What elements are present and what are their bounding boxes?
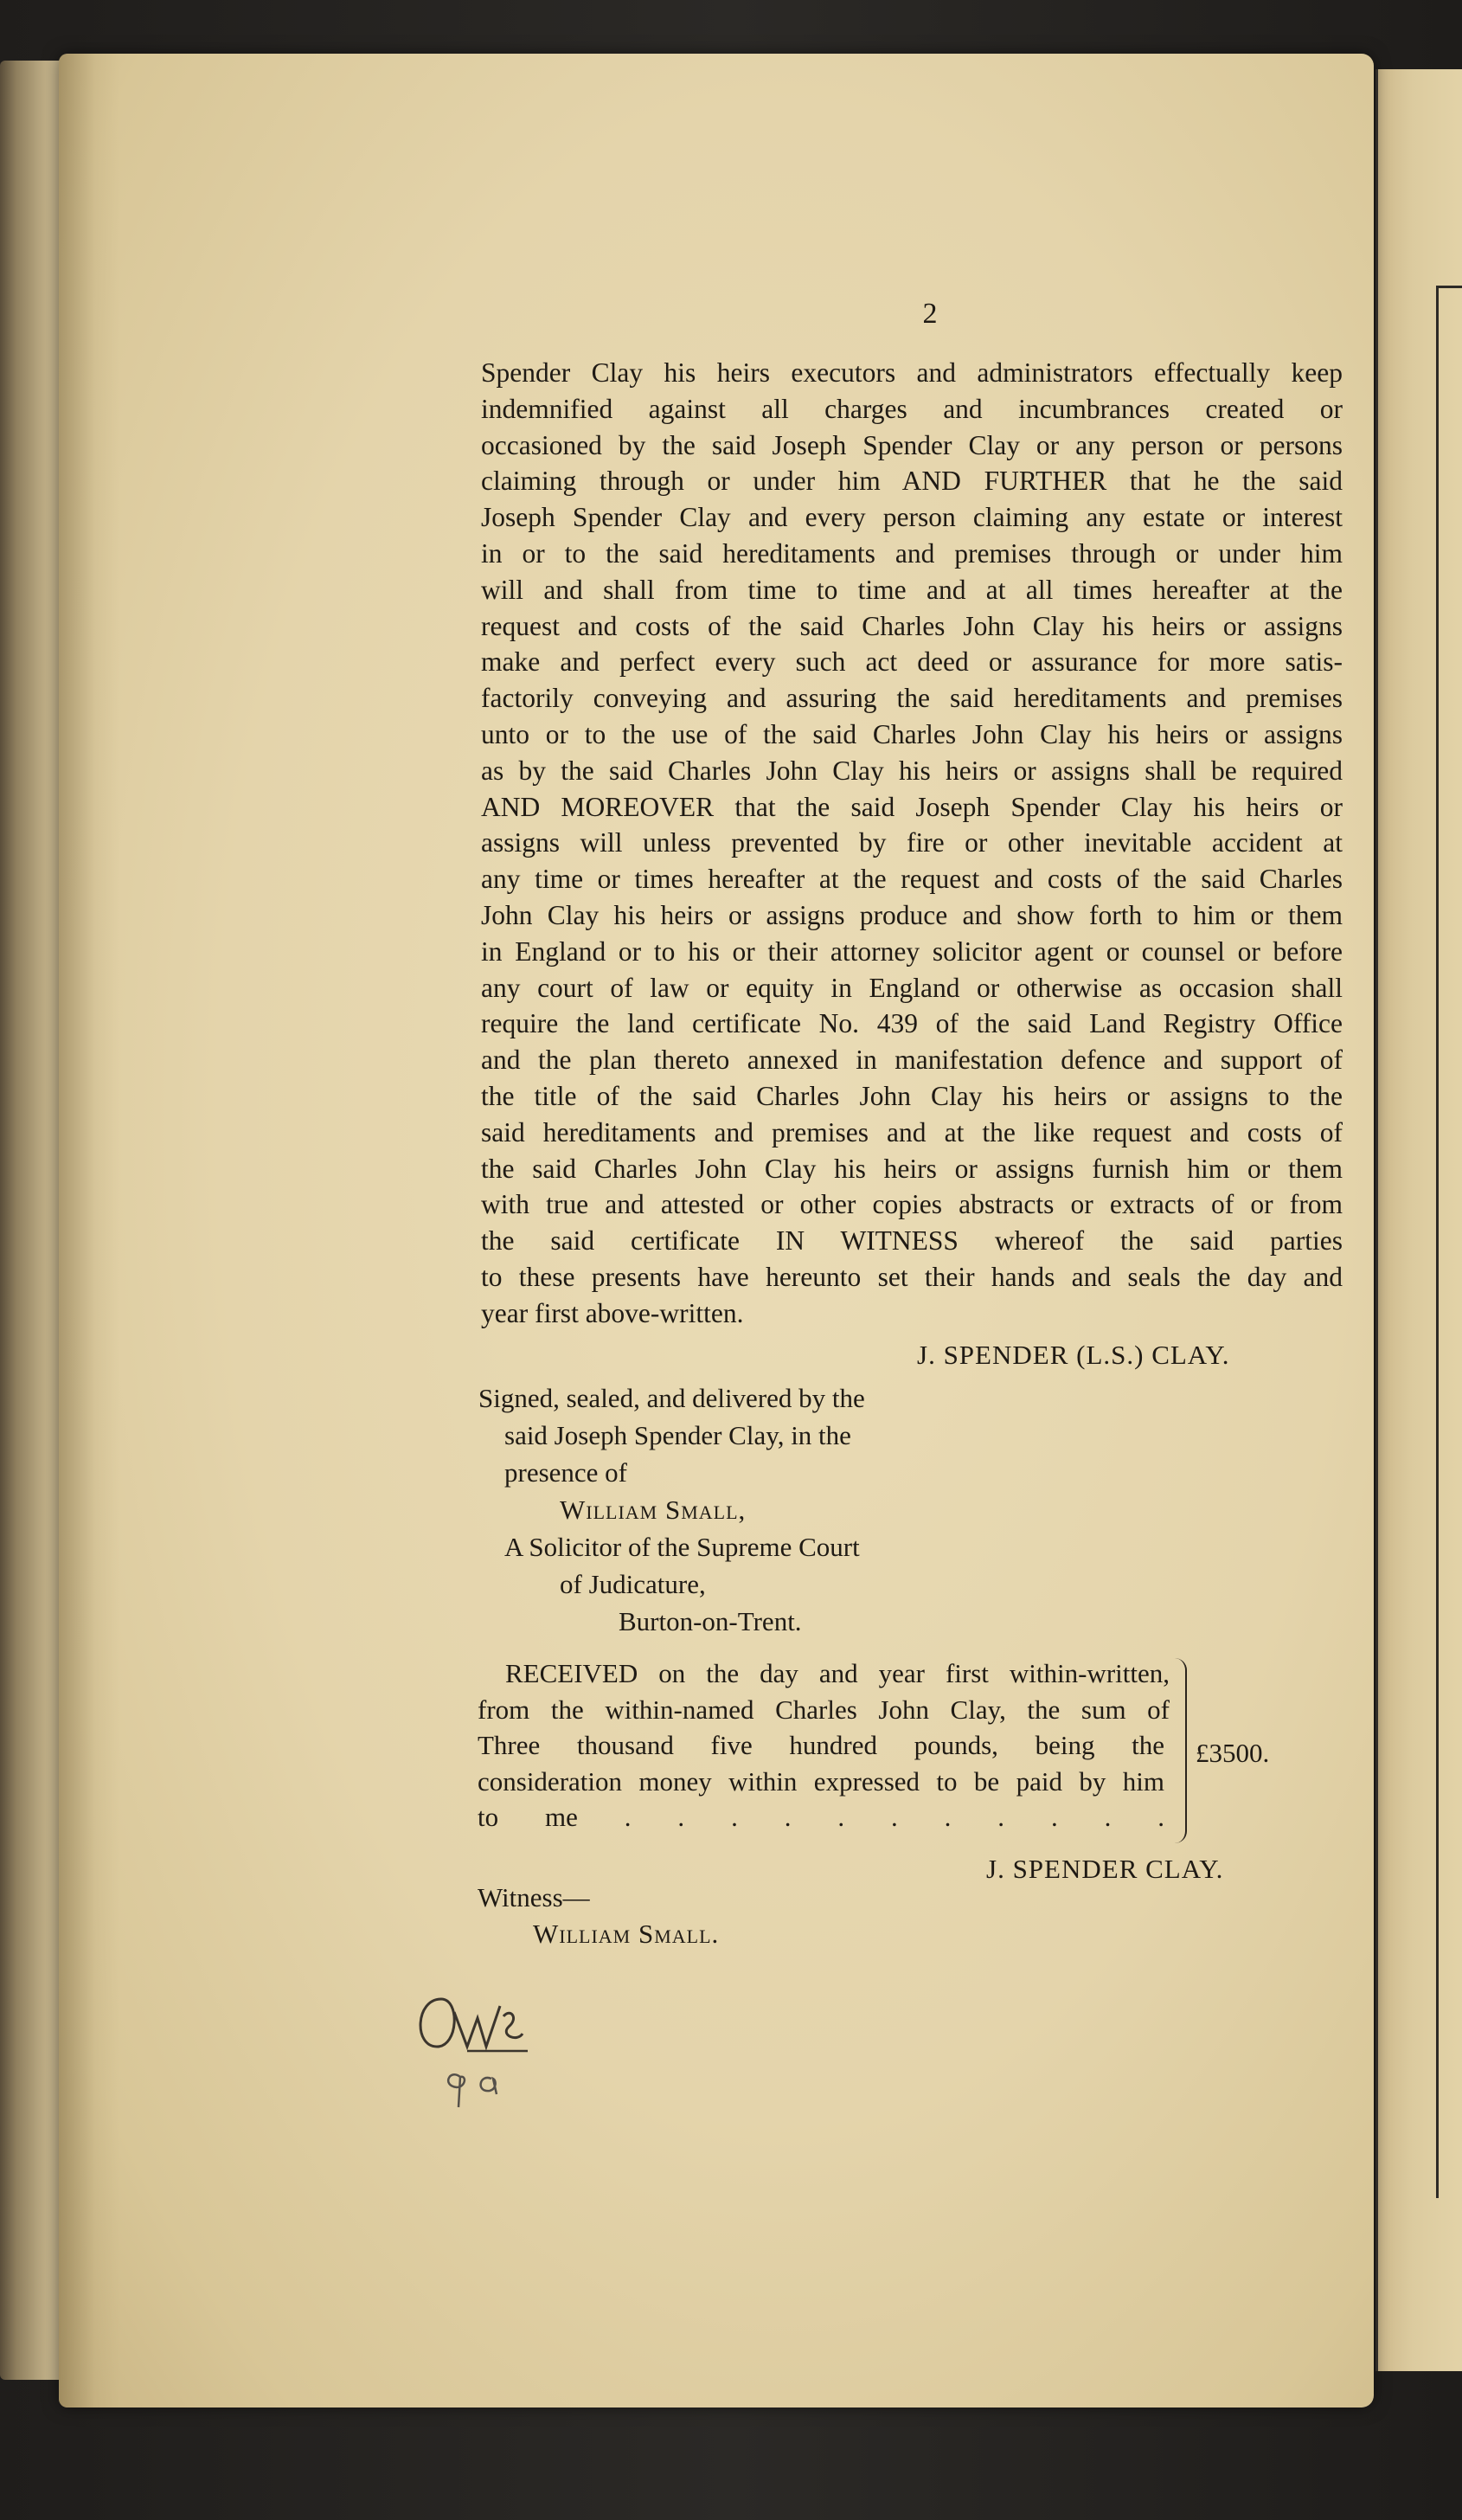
receipt-line-5: to me . . . . . . . . . . . (478, 1802, 1164, 1832)
deed-body-line: said hereditaments and premises and at the like request and costs of (481, 1116, 1343, 1148)
witness-title-1: A Solicitor of the Supreme Court (504, 1532, 860, 1562)
deed-body-line: the said certificate IN WITNESS whereof the said parties (481, 1225, 1343, 1257)
signature-line-1: J. SPENDER (L.S.) CLAY. (917, 1340, 1230, 1370)
attestation-line-3: presence of (504, 1457, 627, 1488)
deed-body-line: any court of law or equity in England or otherwise as occasion shall (481, 972, 1343, 1003)
deed-body-line: request and costs of the said Charles John Clay his heirs or assigns (481, 610, 1343, 641)
witness-name-2: William Small. (533, 1919, 720, 1949)
witness-label: Witness— (478, 1882, 590, 1912)
deed-body-line: in England or to his or their attorney solicitor agent or counsel or before (481, 935, 1343, 967)
signature-line-2: J. SPENDER CLAY. (986, 1854, 1224, 1884)
deed-body-line: unto or to the use of the said Charles John Clay his heirs or assigns (481, 718, 1343, 749)
deed-body-line: claiming through or under him AND FURTHER that he the said (481, 466, 1343, 497)
witness-place: Burton-on-Trent. (619, 1606, 802, 1636)
deed-body-line: Spender Clay his heirs executors and administrators effectually keep (481, 357, 1343, 388)
receipt-line-4: consideration money within expressed to be paid by him (478, 1765, 1164, 1797)
deed-body-text (481, 355, 1343, 1332)
deed-body-line: make and perfect every such act deed or assurance for more satis- (481, 646, 1343, 678)
deed-body-line: year first above-written. (481, 1297, 744, 1328)
receipt-witness (478, 1880, 719, 1952)
facing-page-edge (1375, 69, 1462, 2371)
receipt-brace (1168, 1658, 1187, 1843)
receipt-line-1: RECEIVED on the day and year first within-written, (505, 1658, 1170, 1688)
deed-body-line: require the land certificate No. 439 of the said Land Registry Office (481, 1008, 1343, 1039)
deed-body-line: the title of the said Charles John Clay his heirs or assigns to the (481, 1080, 1343, 1111)
deed-body-line: in or to the said hereditaments and premises through or under him (481, 537, 1343, 569)
page-number: 2 (922, 298, 938, 330)
deed-body-line: occasioned by the said Joseph Spender Clay or any person or persons (481, 429, 1343, 460)
facing-page-border-corner (1436, 286, 1462, 288)
attestation-line-2: said Joseph Spender Clay, in the (504, 1420, 851, 1450)
deed-body-line: John Clay his heirs or assigns produce and show forth to him or them (481, 899, 1343, 930)
witness-title-2: of Judicature, (560, 1569, 706, 1599)
receipt-line-3: Three thousand five hundred pounds, being the (478, 1730, 1164, 1760)
witness-name: William Small, (560, 1495, 747, 1525)
page-gutter-shadow (59, 54, 119, 2408)
facing-page-border-line (1436, 286, 1439, 2198)
deed-body-line: factorily conveying and assuring the said hereditaments and premises (481, 683, 1343, 714)
deed-body-line: AND MOREOVER that the said Joseph Spender Clay his heirs or (481, 791, 1343, 822)
receipt-line-2: from the within-named Charles John Clay, the sum of (478, 1694, 1170, 1725)
deed-body-line: any time or times hereafter at the request and costs of the said Charles (481, 864, 1343, 895)
attestation-clause (478, 1379, 946, 1640)
deed-body-line: as by the said Charles John Clay his heirs or assigns shall be required (481, 755, 1343, 786)
deed-body-line: Joseph Spender Clay and every person claiming any estate or interest (481, 502, 1343, 533)
receipt-clause (478, 1655, 1170, 1835)
receipt-amount: £3500. (1196, 1738, 1270, 1768)
handwritten-annotation (407, 1964, 545, 2120)
deed-body-line: the said Charles John Clay his heirs or assigns furnish him or them (481, 1153, 1343, 1184)
deed-body-line: with true and attested or other copies abstracts or extracts of or from (481, 1189, 1343, 1220)
deed-body-line: will and shall from time to time and at all times hereafter at the (481, 574, 1343, 605)
deed-body-line: to these presents have hereunto set their hands and seals the day and (481, 1261, 1343, 1292)
deed-body-line: and the plan thereto annexed in manifestation defence and support of (481, 1045, 1343, 1076)
attestation-line-1: Signed, sealed, and delivered by the (478, 1383, 865, 1413)
deed-body-line: indemnified against all charges and incumbrances created or (481, 393, 1343, 424)
deed-body-line: assigns will unless prevented by fire or other inevitable accident at (481, 827, 1343, 858)
